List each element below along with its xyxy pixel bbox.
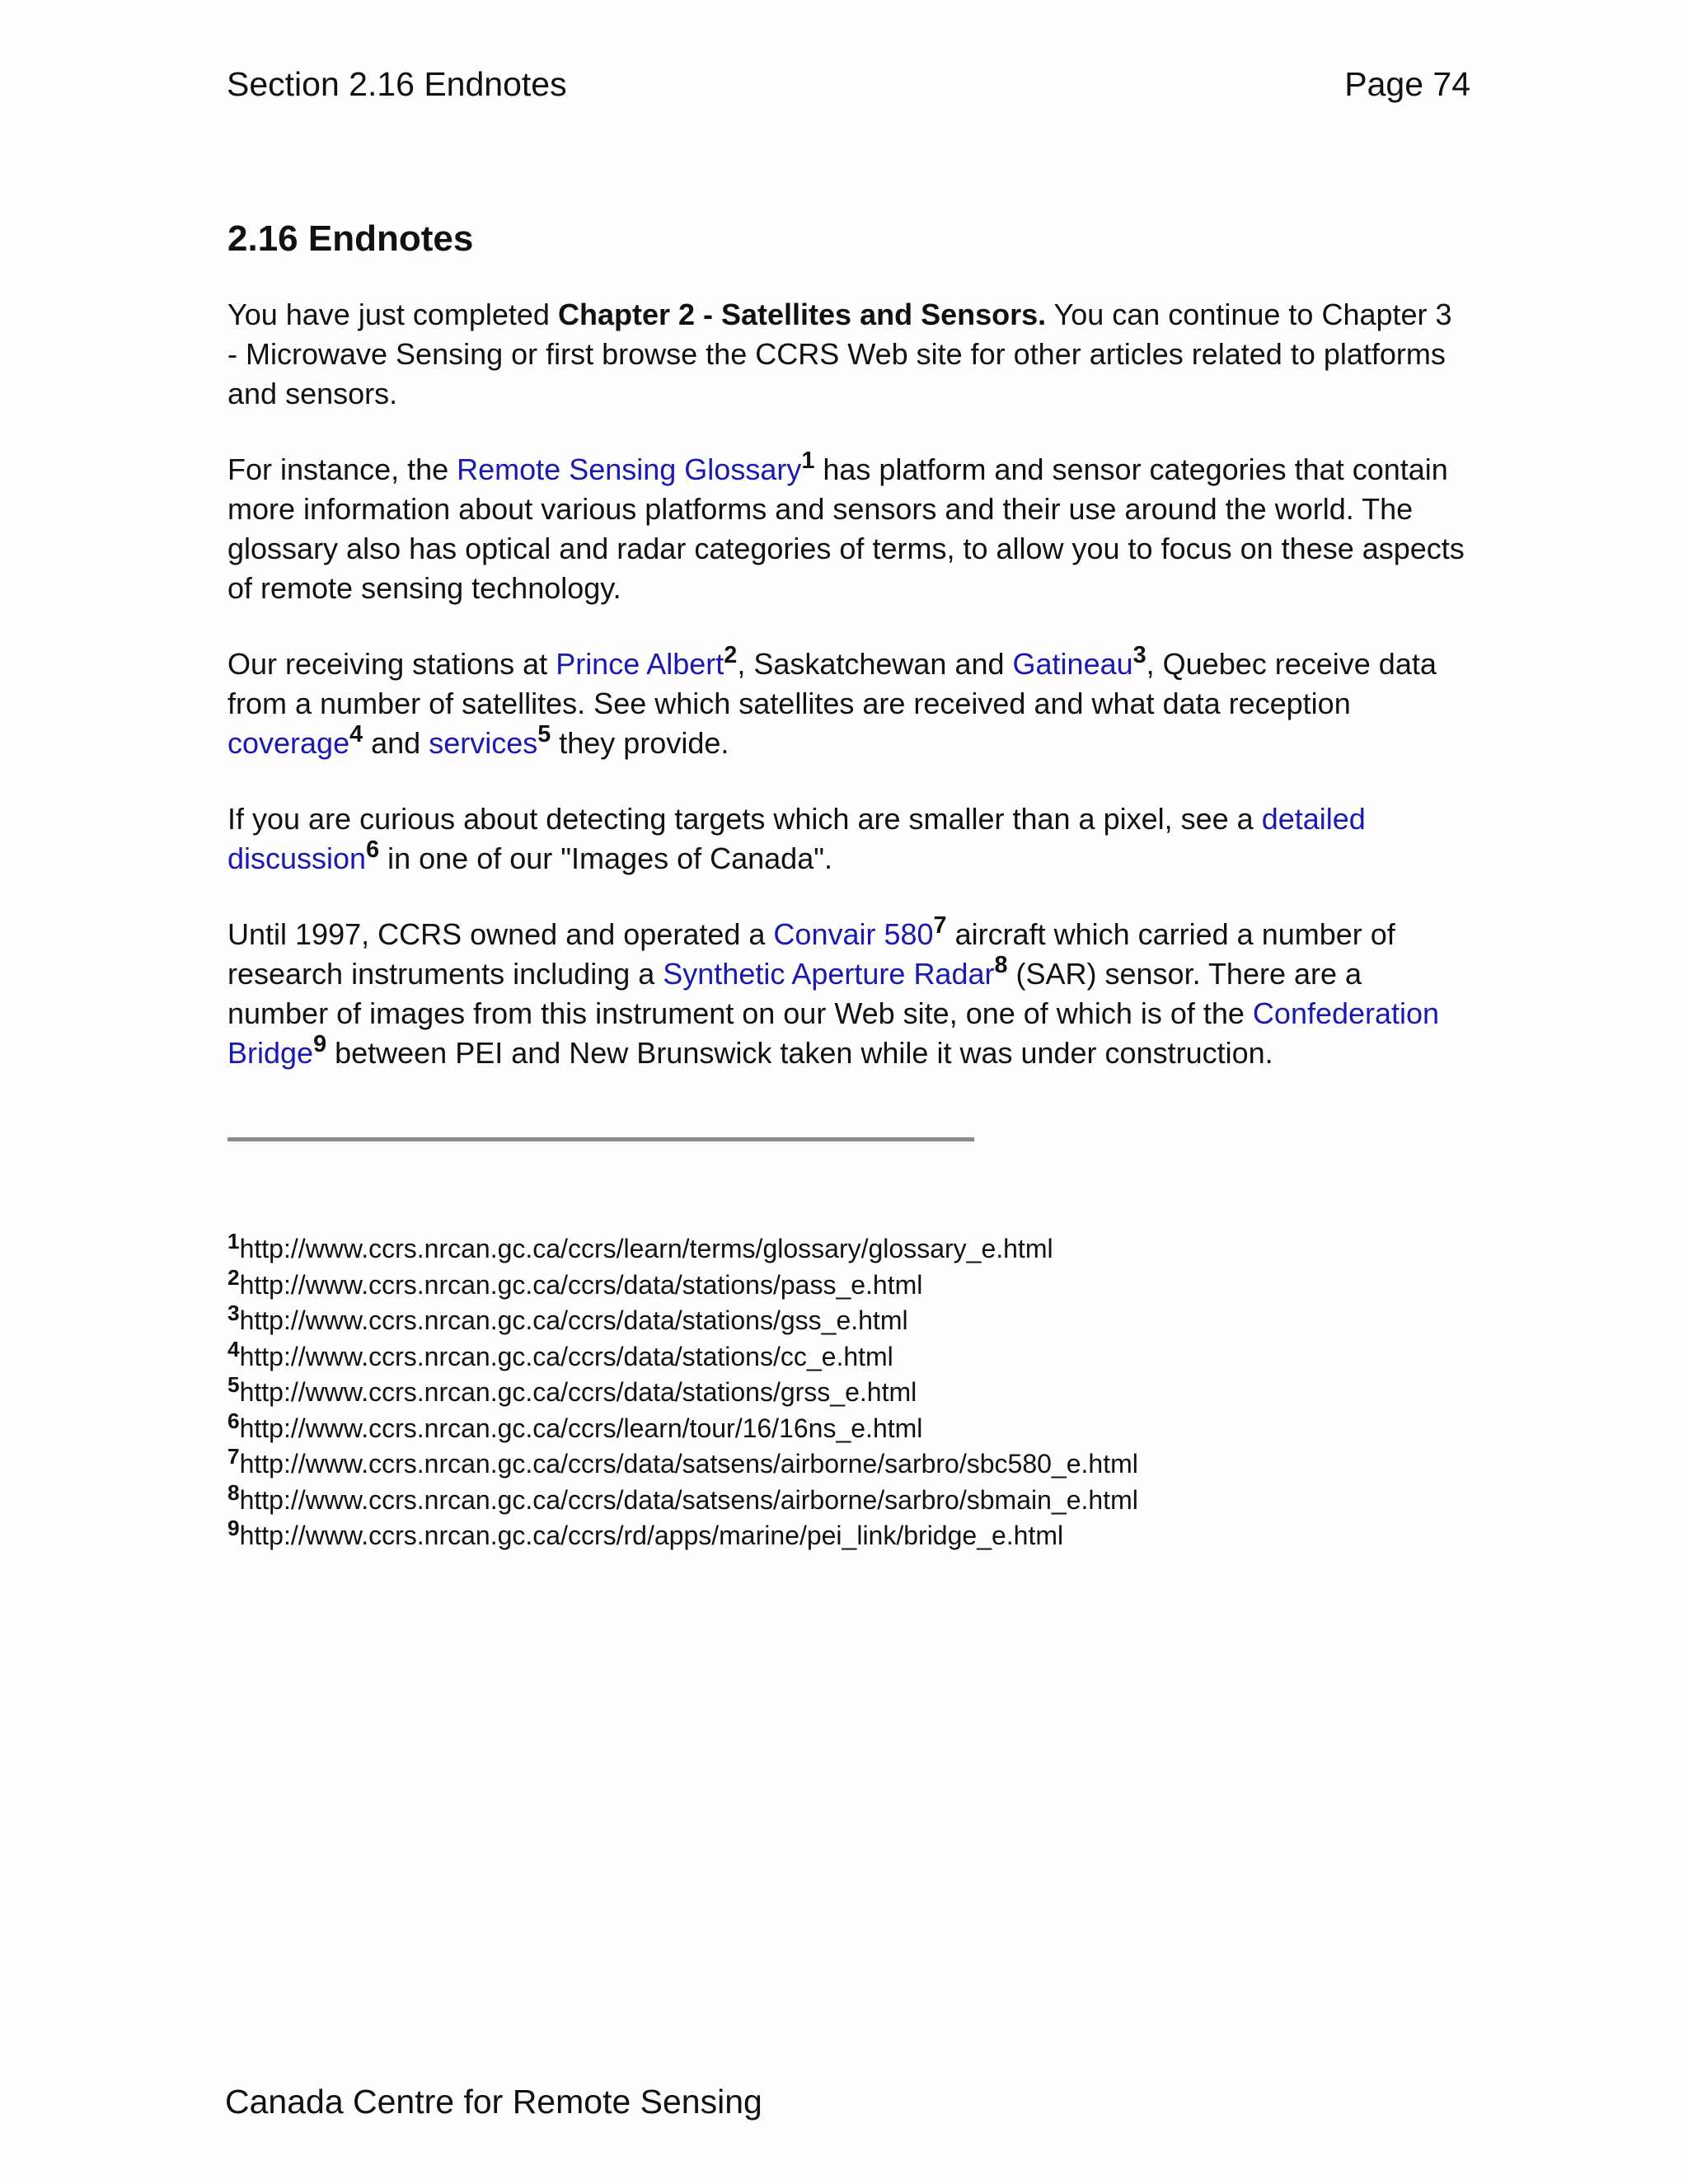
paragraph-receiving-stations <box>227 644 1468 763</box>
paragraph-chapter-complete <box>227 295 1468 414</box>
page-title: 2.16 Endnotes <box>227 218 474 259</box>
confederation-bridge-link[interactable]: Confederation Bridge <box>227 996 1440 1070</box>
detailed-discussion-link[interactable]: detailed discussion <box>227 802 1366 875</box>
remote-sensing-glossary-link[interactable]: Remote Sensing Glossary <box>457 452 802 486</box>
footnote-divider <box>227 1137 974 1141</box>
endnote-item <box>227 1443 1464 1483</box>
endnote-number: 6 <box>227 1408 240 1433</box>
paragraph-text: in one of our "Images of Canada". <box>379 841 833 875</box>
endnote-item <box>227 1479 1464 1519</box>
endnote-url: http://www.ccrs.nrcan.gc.ca/ccrs/data/stations/grss_e.html <box>239 1377 917 1407</box>
paragraph-text: If you are curious about detecting targets which are smaller than a pixel, see a <box>227 802 1262 836</box>
paragraph-text: and <box>363 726 429 760</box>
coverage-link[interactable]: coverage <box>227 726 350 760</box>
main-content <box>227 295 1468 1073</box>
endnote-url: http://www.ccrs.nrcan.gc.ca/ccrs/learn/tour/16/16ns_e.html <box>239 1413 923 1443</box>
endnote-number: 9 <box>227 1515 240 1540</box>
paragraph-text: , Saskatchewan and <box>737 647 1013 681</box>
endnote-number: 7 <box>227 1443 240 1469</box>
paragraph-subpixel-targets <box>227 799 1468 879</box>
endnote-marker: 9 <box>313 1031 327 1058</box>
paragraph-text: For instance, the <box>227 452 457 486</box>
endnote-marker: 6 <box>366 837 380 864</box>
paragraph-text: You can continue to Chapter 3 - Microwave Sensing or first browse the CCRS Web site for other articles related to platforms and sensors. <box>227 298 1452 410</box>
endnote-url: http://www.ccrs.nrcan.gc.ca/ccrs/data/satsens/airborne/sarbro/sbmain_e.html <box>239 1484 1138 1515</box>
paragraph-text: aircraft which carried a number of research instruments including a <box>227 917 1395 991</box>
endnote-url: http://www.ccrs.nrcan.gc.ca/ccrs/data/stations/pass_e.html <box>239 1269 923 1300</box>
endnote-number: 2 <box>227 1264 240 1290</box>
paragraph-text: has platform and sensor categories that contain more information about various platforms and sensors and their use around the world. The glossary also has optical and radar categories of terms, to allow you to focus on these aspects of remote sensing technology. <box>227 452 1465 605</box>
running-header-page-number: Page 74 <box>1344 65 1470 103</box>
endnote-item <box>227 1408 1464 1447</box>
endnote-item <box>227 1371 1464 1411</box>
paragraph-text: Our receiving stations at <box>227 647 556 681</box>
endnote-url: http://www.ccrs.nrcan.gc.ca/ccrs/data/satsens/airborne/sarbro/sbc580_e.html <box>239 1449 1138 1479</box>
endnote-url: http://www.ccrs.nrcan.gc.ca/ccrs/learn/terms/glossary/glossary_e.html <box>239 1234 1053 1263</box>
gatineau-link[interactable]: Gatineau <box>1012 647 1133 681</box>
paragraph-text: You have just completed <box>227 298 558 331</box>
paragraph-convair-aircraft <box>227 912 1468 1073</box>
endnote-item <box>227 1515 1464 1554</box>
convair-580-link[interactable]: Convair 580 <box>773 917 934 951</box>
endnote-url: http://www.ccrs.nrcan.gc.ca/ccrs/rd/apps/marine/pei_link/bridge_e.html <box>239 1521 1064 1550</box>
endnote-item <box>227 1264 1464 1304</box>
endnote-url: http://www.ccrs.nrcan.gc.ca/ccrs/data/stations/cc_e.html <box>239 1341 893 1371</box>
endnote-marker: 2 <box>724 642 738 669</box>
endnote-marker: 5 <box>537 721 551 748</box>
paragraph-text: Until 1997, CCRS owned and operated a <box>227 917 774 951</box>
running-header-section: Section 2.16 Endnotes <box>227 65 567 103</box>
synthetic-aperture-radar-link[interactable]: Synthetic Aperture Radar <box>663 957 995 991</box>
endnote-url: http://www.ccrs.nrcan.gc.ca/ccrs/data/stations/gss_e.html <box>239 1305 908 1335</box>
endnote-number: 4 <box>227 1336 240 1361</box>
endnote-marker: 3 <box>1132 642 1146 669</box>
endnote-item <box>227 1300 1464 1339</box>
endnote-item <box>227 1336 1464 1376</box>
paragraph-text: between PEI and New Brunswick taken while it was under construction. <box>326 1036 1273 1070</box>
chapter-title-bold: Chapter 2 - Satellites and Sensors. <box>557 298 1047 331</box>
endnote-marker: 8 <box>994 952 1008 979</box>
endnote-marker: 7 <box>933 912 947 940</box>
endnote-number: 5 <box>227 1371 240 1397</box>
endnote-number: 1 <box>227 1228 240 1254</box>
paragraph-text: (SAR) sensor. There are a number of images from this instrument on our Web site, one of which is of the <box>227 957 1362 1030</box>
paragraph-text: they provide. <box>551 726 729 760</box>
paragraph-text: , Quebec receive data from a number of satellites. See which satellites are received and what data reception <box>227 647 1437 720</box>
endnote-item <box>227 1228 1464 1268</box>
endnotes-list <box>227 1228 1464 1554</box>
prince-albert-link[interactable]: Prince Albert <box>556 647 724 681</box>
page-footer: Canada Centre for Remote Sensing <box>225 2083 762 2121</box>
services-link[interactable]: services <box>429 726 538 760</box>
endnote-number: 8 <box>227 1479 240 1505</box>
endnote-marker: 1 <box>801 448 815 475</box>
endnote-number: 3 <box>227 1300 240 1325</box>
paragraph-glossary <box>227 450 1468 608</box>
endnote-marker: 4 <box>349 721 363 748</box>
